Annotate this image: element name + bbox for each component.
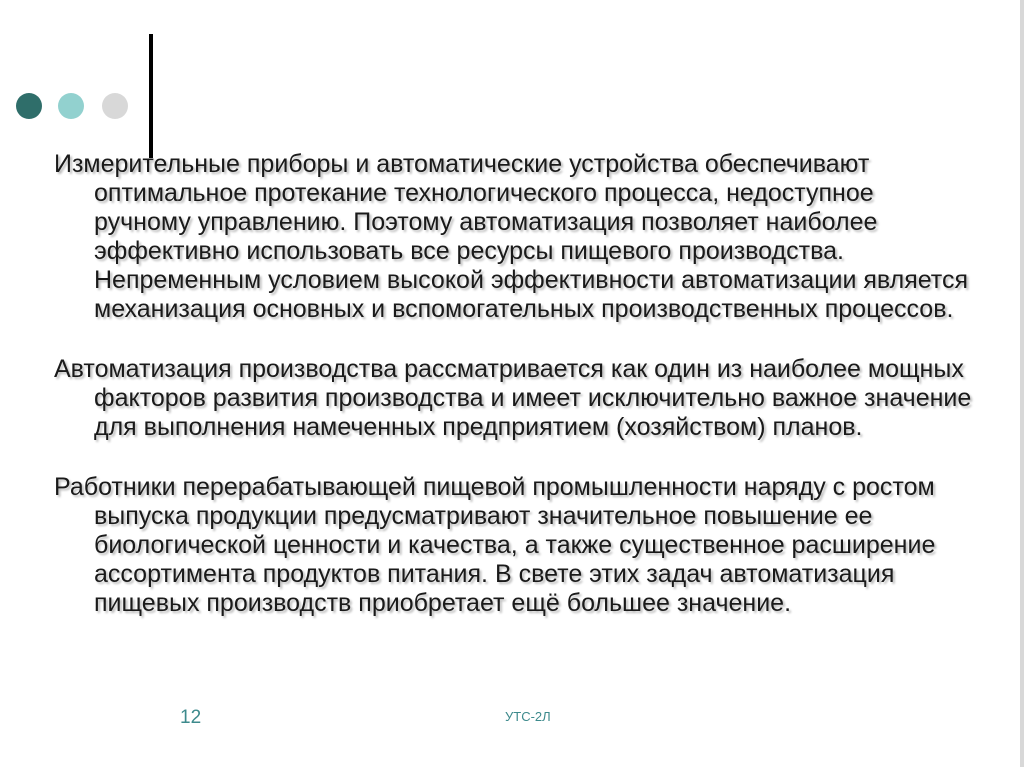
page-number: 12 <box>180 707 202 728</box>
footer-text: УТС-2Л <box>505 709 551 724</box>
paragraph-1: Измерительные приборы и автоматические устройства обеспечивают оптимальное протекание технологического процесса, недоступное ручному управлению. Поэтому автоматизация позволяет наиболее эффективно использовать все ресурсы пищевого производства. Непременным условием высокой эффективности автоматизации является механизация основных и вспомогательных производственных процессов. <box>54 150 969 323</box>
decor-dot-dark <box>16 93 42 119</box>
decor-dot-teal <box>58 93 84 119</box>
decor-dot-gray <box>102 93 128 119</box>
slide-body <box>54 150 974 618</box>
decor-vertical-line <box>149 34 153 158</box>
paragraph-3: Работники перерабатывающей пищевой промышленности наряду с ростом выпуска продукции предусматривают значительное повышение ее биологической ценности и качества, а также существенное расширение ассортимента продуктов питания. В свете этих задач автоматизация пищевых производств приобретает ещё большее значение. <box>54 473 936 617</box>
slide-edge <box>1020 0 1024 767</box>
paragraph-2: Автоматизация производства рассматривается как один из наиболее мощных факторов развития производства и имеет исключительно важное значение для выполнения намеченных предприятием (хозяйством) планов. <box>54 355 972 441</box>
